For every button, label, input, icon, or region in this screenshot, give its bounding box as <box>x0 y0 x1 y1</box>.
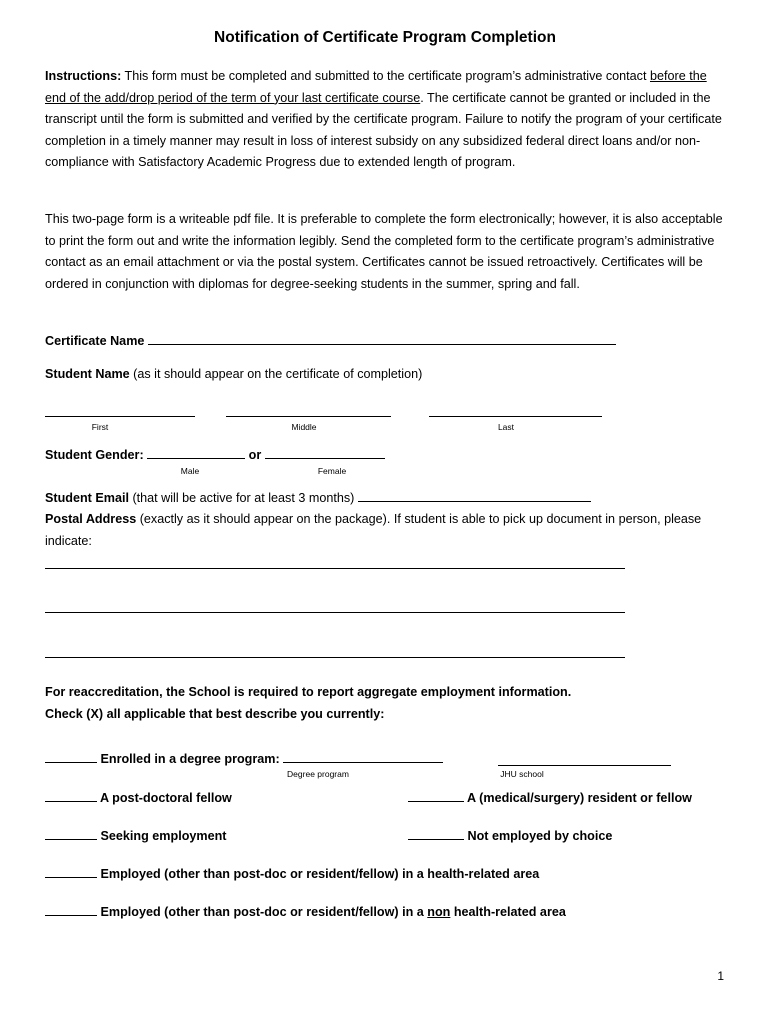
last-caption: Last <box>497 422 515 432</box>
postal-address-line-2[interactable] <box>45 612 625 613</box>
certificate-name-field[interactable] <box>148 332 616 345</box>
option-seeking-checkbox[interactable] <box>45 827 97 840</box>
form-title: Notification of Certificate Program Completion <box>214 29 556 46</box>
gender-row <box>45 446 385 462</box>
email-note: (that will be active for at least 3 months) <box>128 491 355 505</box>
degree-program-caption: Degree program <box>287 769 349 779</box>
option-seeking-row <box>45 827 226 843</box>
instructions-text-2: . The certificate cannot be granted or included in the transcript until the form is submitted and verified by the certificate program. Failure to notify the program of your certificate completion in a timely manner may result in loss of interest subsidy on any subsidized federal direct loans and/or non-compliance with Satisfactory Academic Progress due to extended length of program. <box>45 90 722 170</box>
student-name-row <box>45 367 422 381</box>
option-postdoc-label: A post-doctoral fellow <box>100 791 232 805</box>
male-field[interactable] <box>147 446 245 459</box>
option-enrolled-checkbox[interactable] <box>45 750 97 763</box>
option-seeking-label: Seeking employment <box>100 829 227 843</box>
option-resident-checkbox[interactable] <box>408 789 464 802</box>
option-employed-nonhealth-suffix: health-related area <box>450 905 566 919</box>
jhu-school-caption: JHU school <box>500 769 544 779</box>
jhu-school-field[interactable] <box>498 765 671 766</box>
female-field[interactable] <box>265 446 385 459</box>
option-enrolled-label: Enrolled in a degree program: <box>100 752 280 766</box>
option-employed-health-label: Employed (other than post-doc or resident/fellow) in a health-related area <box>100 867 540 881</box>
option-not-employed-checkbox[interactable] <box>408 827 464 840</box>
instructions-label: Instructions: <box>45 69 122 83</box>
option-employed-nonhealth-non: non <box>427 905 451 919</box>
postal-address-line-3[interactable] <box>45 657 625 658</box>
option-employed-nonhealth-row <box>45 903 566 919</box>
option-not-employed-label: Not employed by choice <box>467 829 613 843</box>
postal-address-note: (exactly as it should appear on the package). If student is able to pick up document in person, please indicate: <box>45 512 702 548</box>
instructions-deadline: before the end of the add/drop period of the term of your last certificate course <box>45 69 707 105</box>
last-name-field[interactable] <box>429 416 602 417</box>
option-not-employed-row <box>408 827 612 843</box>
option-enrolled-row <box>45 750 443 766</box>
option-postdoc-row <box>45 789 232 805</box>
male-caption: Male <box>180 466 200 476</box>
first-name-field[interactable] <box>45 416 195 417</box>
email-label: Student Email <box>45 491 129 505</box>
postal-address-row <box>45 509 735 552</box>
middle-name-field[interactable] <box>226 416 391 417</box>
instructions-text-1: This form must be completed and submitted to the certificate program’s administrative contact <box>121 69 650 83</box>
middle-caption: Middle <box>291 422 317 432</box>
option-postdoc-checkbox[interactable] <box>45 789 97 802</box>
reaccreditation-heading: For reaccreditation, the School is required to report aggregate employment information. <box>45 685 572 699</box>
degree-program-field[interactable] <box>283 750 443 763</box>
gender-label: Student Gender: <box>45 448 144 462</box>
postal-address-line-1[interactable] <box>45 568 625 569</box>
email-field[interactable] <box>358 489 591 502</box>
certificate-name-label: Certificate Name <box>45 334 145 348</box>
female-caption: Female <box>317 466 347 476</box>
option-resident-row <box>408 789 692 805</box>
gender-or: or <box>248 448 262 462</box>
postal-address-label: Postal Address <box>45 512 137 526</box>
form-info-paragraph: This two-page form is a writeable pdf file. It is preferable to complete the form electronically; however, it is also acceptable to print the form out and write the information legibly. Send the completed form to the certificate program’s administrative contact as an email attachment or via the postal system. Certificates cannot be issued retroactively. Certificates will be ordered in conjunction with diplomas for degree-seeking students in the summer, spring and fall. <box>45 212 723 291</box>
student-name-note: (as it should appear on the certificate of completion) <box>129 367 423 381</box>
option-employed-health-checkbox[interactable] <box>45 865 97 878</box>
option-resident-label: A (medical/surgery) resident or fellow <box>467 791 692 805</box>
option-employed-nonhealth-prefix: Employed (other than post-doc or resident/fellow) in a <box>100 905 428 919</box>
option-employed-health-row <box>45 865 539 881</box>
page-number: 1 <box>717 969 724 983</box>
student-name-label: Student Name <box>45 367 130 381</box>
option-employed-nonhealth-checkbox[interactable] <box>45 903 97 916</box>
instructions-paragraph <box>45 66 730 174</box>
email-row <box>45 489 591 505</box>
first-caption: First <box>91 422 109 432</box>
certificate-name-row <box>45 332 616 348</box>
reaccreditation-instruction: Check (X) all applicable that best describe you currently: <box>45 707 385 721</box>
